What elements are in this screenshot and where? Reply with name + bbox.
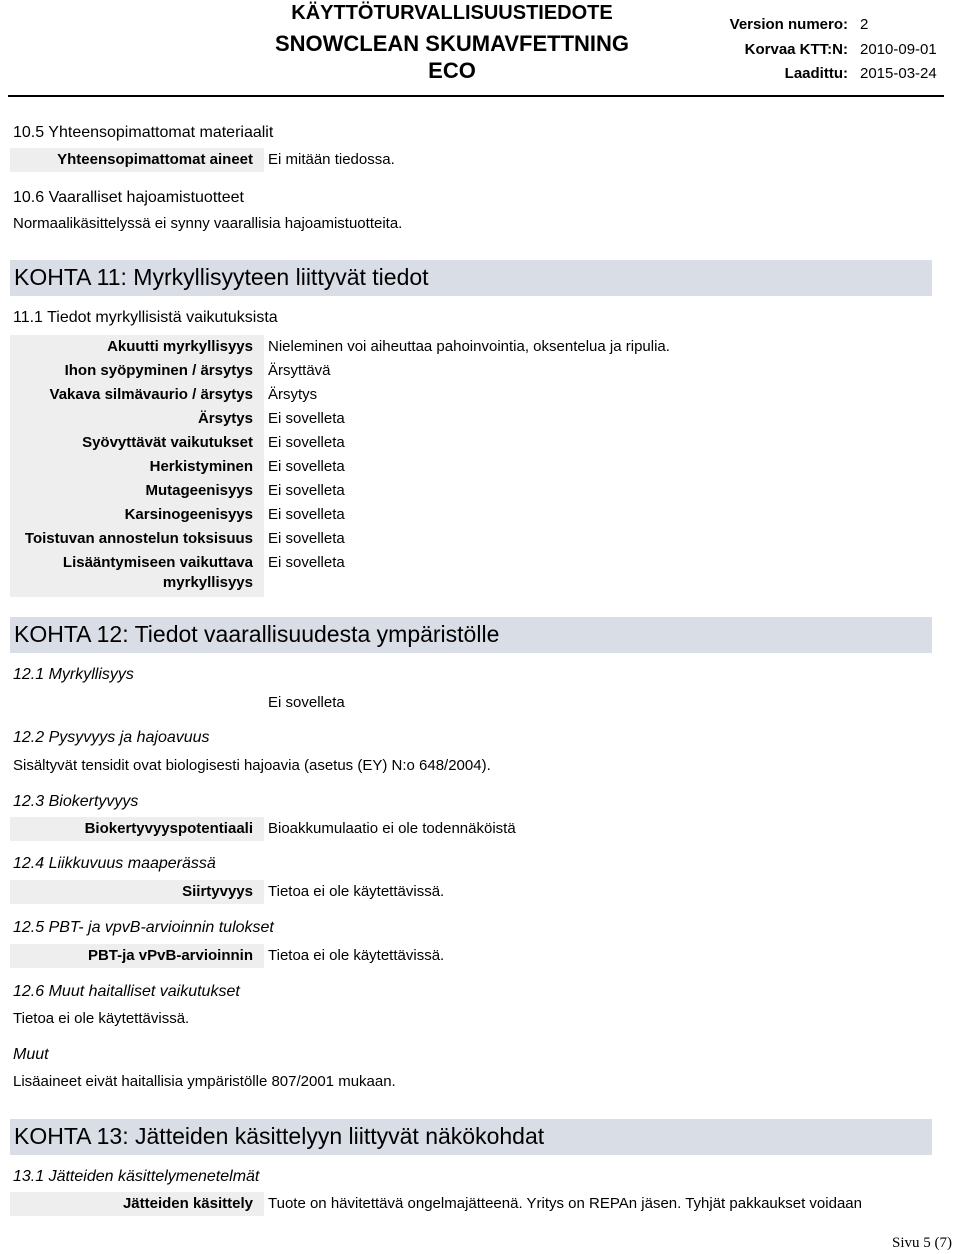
carcinogenicity-value: Ei sovelleta (268, 506, 345, 523)
acute-toxicity-label: Akuutti myrkyllisyys (10, 335, 264, 359)
waste-treatment-label: Jätteiden käsittely (10, 1192, 264, 1216)
subheading-12-4: 12.4 Liikkuvuus maaperässä (13, 855, 216, 872)
mobility-label: Siirtyvyys (10, 880, 264, 904)
skin-irritation-label: Ihon syöpyminen / ärsytys (10, 359, 264, 383)
subheading-10-5: 10.5 Yhteensopimattomat materiaalit (13, 124, 274, 141)
section-13-title: KOHTA 13: Jätteiden käsittelyyn liittyvät näkökohdat (14, 1123, 545, 1149)
additives-text: Lisäaineet eivät haitallisia ympäristölle 807/2001 mukaan. (13, 1073, 396, 1090)
incompatible-materials-value: Ei mitään tiedossa. (268, 151, 395, 168)
irritation-label: Ärsytys (10, 407, 264, 431)
subheading-muut: Muut (13, 1046, 49, 1063)
version-label: Version numero: (729, 16, 848, 33)
subheading-11-1: 11.1 Tiedot myrkyllisistä vaikutuksista (13, 309, 278, 326)
acute-toxicity-value: Nieleminen voi aiheuttaa pahoinvointia, oksentelua ja ripulia. (268, 338, 670, 355)
section-11-title: KOHTA 11: Myrkyllisyyteen liittyvät tiedot (14, 264, 429, 290)
subheading-12-6: 12.6 Muut haitalliset vaikutukset (13, 983, 240, 1000)
pbt-label: PBT-ja vPvB-arvioinnin (10, 944, 264, 968)
decomposition-text: Normaalikäsittelyssä ei synny vaarallisia hajoamistuotteita. (13, 215, 403, 232)
section-11-heading (10, 260, 932, 296)
pbt-value: Tietoa ei ole käytettävissä. (268, 947, 445, 964)
skin-irritation-value: Ärsyttävä (268, 362, 331, 379)
mutagenicity-label: Mutageenisyys (10, 479, 264, 503)
reproductive-toxicity-label (10, 551, 264, 597)
prepared-label: Laadittu: (784, 65, 848, 82)
section-13-heading (10, 1119, 932, 1155)
repeated-dose-label: Toistuvan annostelun toksisuus (10, 527, 264, 551)
carcinogenicity-label: Karsinogeenisyys (10, 503, 264, 527)
mutagenicity-value: Ei sovelleta (268, 482, 345, 499)
page-number: Sivu 5 (7) (892, 1235, 952, 1251)
replaces-label: Korvaa KTT:N: (744, 41, 848, 58)
sensitisation-value: Ei sovelleta (268, 458, 345, 475)
reproductive-toxicity-label-line1: Lisääntymiseen vaikuttava (62, 554, 253, 571)
degradability-text: Sisältyvät tensidit ovat biologisesti hajoavia (asetus (EY) N:o 648/2004). (13, 757, 491, 774)
section-12-title: KOHTA 12: Tiedot vaarallisuudesta ympäristölle (14, 621, 500, 647)
subheading-13-1: 13.1 Jätteiden käsittelymenetelmät (13, 1168, 260, 1185)
product-name-line2: ECO (428, 58, 476, 83)
irritation-value: Ei sovelleta (268, 410, 345, 427)
eye-damage-label: Vakava silmävaurio / ärsytys (10, 383, 264, 407)
header-divider (8, 95, 944, 97)
subheading-12-2: 12.2 Pysyvyys ja hajoavuus (13, 729, 210, 746)
corrosive-effects-value: Ei sovelleta (268, 434, 345, 451)
prepared-value: 2015-03-24 (860, 65, 937, 82)
mobility-value: Tietoa ei ole käytettävissä. (268, 883, 445, 900)
bioaccumulation-value: Bioakkumulaatio ei ole todennäköistä (268, 820, 516, 837)
replaces-value: 2010-09-01 (860, 41, 937, 58)
document-title: KÄYTTÖTURVALLISUUSTIEDOTE (291, 2, 613, 24)
subheading-10-6: 10.6 Vaaralliset hajoamistuotteet (13, 189, 244, 206)
section-12-heading (10, 617, 932, 653)
other-effects-text: Tietoa ei ole käytettävissä. (13, 1010, 190, 1027)
product-name-line1: SNOWCLEAN SKUMAVFETTNING (274, 31, 630, 56)
reproductive-toxicity-label-line2: myrkyllisyys (162, 574, 253, 591)
subheading-12-5: 12.5 PBT- ja vpvB-arvioinnin tulokset (13, 919, 274, 936)
corrosive-effects-label: Syövyttävät vaikutukset (10, 431, 264, 455)
subheading-12-1: 12.1 Myrkyllisyys (13, 666, 134, 683)
incompatible-materials-label: Yhteensopimattomat aineet (10, 148, 264, 172)
subheading-12-3: 12.3 Biokertyvyys (13, 793, 139, 810)
sensitisation-label: Herkistyminen (10, 455, 264, 479)
waste-treatment-value: Tuote on hävitettävä ongelmajätteenä. Yritys on REPAn jäsen. Tyhjät pakkaukset voidaan (268, 1195, 862, 1212)
eye-damage-value: Ärsytys (268, 386, 318, 403)
reproductive-toxicity-value: Ei sovelleta (268, 554, 345, 571)
version-value: 2 (860, 16, 869, 33)
bioaccumulation-label: Biokertyvyyspotentiaali (10, 817, 264, 841)
ecotoxicity-value: Ei sovelleta (268, 694, 345, 711)
repeated-dose-value: Ei sovelleta (268, 530, 345, 547)
